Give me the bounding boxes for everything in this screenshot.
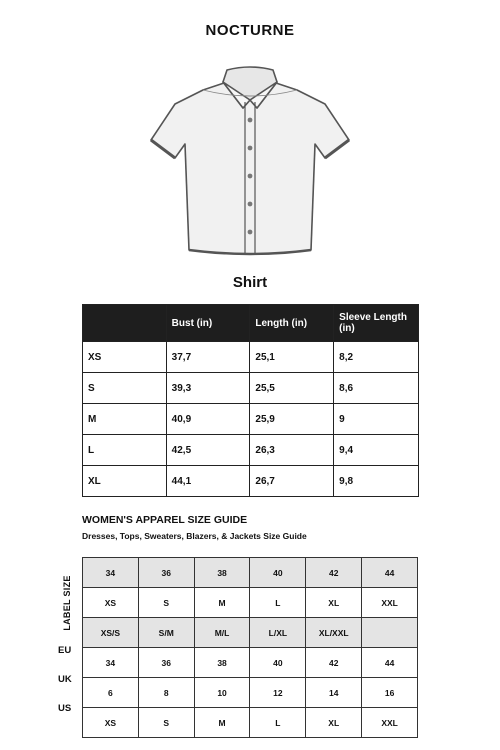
shirt-icon	[145, 60, 355, 260]
length-cell: 25,5	[250, 373, 334, 404]
size-cell: M	[83, 404, 167, 435]
label-size-caption	[60, 557, 74, 649]
product-title: Shirt	[232, 274, 268, 291]
size-cell: L	[83, 435, 167, 466]
table-row	[83, 404, 419, 435]
size-cell: XS	[83, 342, 167, 373]
length-cell: 25,9	[250, 404, 334, 435]
table-cell: 38	[194, 648, 250, 678]
table-row	[83, 435, 419, 466]
table-row	[83, 466, 419, 497]
table-cell: 44	[362, 558, 418, 588]
table-cell: L/XL	[250, 618, 306, 648]
table-cell: XS	[83, 708, 139, 738]
header-sleeve-length: Sleeve Length (in)	[334, 305, 419, 342]
measurement-table-header	[83, 305, 419, 342]
size-guide-title: WOMEN'S APPAREL SIZE GUIDE	[82, 514, 248, 526]
region-label-eu: EU	[58, 645, 72, 656]
table-cell: 12	[250, 678, 306, 708]
table-cell: XXL	[362, 708, 418, 738]
table-cell: 40	[250, 648, 306, 678]
table-cell: S	[138, 588, 194, 618]
size-guide-subtitle: Dresses, Tops, Sweaters, Blazers, & Jackets Size Guide	[82, 531, 307, 541]
sleeve-cell: 9,8	[334, 466, 419, 497]
table-cell: 16	[362, 678, 418, 708]
table-cell: 34	[83, 558, 139, 588]
region-row-uk	[83, 678, 418, 708]
table-cell: M	[194, 708, 250, 738]
bust-cell: 37,7	[166, 342, 250, 373]
table-row	[83, 373, 419, 404]
label-size-row-letter	[83, 588, 418, 618]
bust-cell: 40,9	[166, 404, 250, 435]
table-cell	[362, 618, 418, 648]
region-row-us	[83, 708, 418, 738]
region-label-us: US	[58, 703, 72, 714]
table-cell: S	[138, 708, 194, 738]
table-cell: XL	[306, 708, 362, 738]
size-cell: S	[83, 373, 167, 404]
sleeve-cell: 9	[334, 404, 419, 435]
length-cell: 25,1	[250, 342, 334, 373]
header-bust: Bust (in)	[166, 305, 250, 342]
table-cell: M/L	[194, 618, 250, 648]
table-cell: 34	[83, 648, 139, 678]
table-row	[83, 342, 419, 373]
sleeve-cell: 8,2	[334, 342, 419, 373]
size-cell: XL	[83, 466, 167, 497]
table-cell: 42	[306, 558, 362, 588]
table-cell: 10	[194, 678, 250, 708]
region-row-eu	[83, 648, 418, 678]
label-size-row-numeric	[83, 558, 418, 588]
table-cell: XS/S	[83, 618, 139, 648]
length-cell: 26,3	[250, 435, 334, 466]
header-length: Length (in)	[250, 305, 334, 342]
table-cell: L	[250, 708, 306, 738]
size-conversion-table	[82, 557, 418, 738]
bust-cell: 42,5	[166, 435, 250, 466]
table-cell: L	[250, 588, 306, 618]
table-cell: M	[194, 588, 250, 618]
header-size	[83, 305, 167, 342]
sleeve-cell: 9,4	[334, 435, 419, 466]
label-size-text: LABEL SIZE	[62, 575, 72, 631]
table-cell: S/M	[138, 618, 194, 648]
table-cell: 42	[306, 648, 362, 678]
table-cell: 6	[83, 678, 139, 708]
shirt-illustration	[145, 60, 355, 260]
bust-cell: 44,1	[166, 466, 250, 497]
table-cell: XS	[83, 588, 139, 618]
label-size-row-range	[83, 618, 418, 648]
table-cell: 38	[194, 558, 250, 588]
table-cell: 40	[250, 558, 306, 588]
table-cell: XXL	[362, 588, 418, 618]
sleeve-cell: 8,6	[334, 373, 419, 404]
region-label-uk: UK	[58, 674, 72, 685]
table-cell: 44	[362, 648, 418, 678]
table-cell: 36	[138, 648, 194, 678]
table-cell: XL	[306, 588, 362, 618]
table-cell: 14	[306, 678, 362, 708]
brand-logo-text: NOCTURNE	[205, 22, 295, 39]
table-cell: XL/XXL	[306, 618, 362, 648]
length-cell: 26,7	[250, 466, 334, 497]
table-cell: 36	[138, 558, 194, 588]
measurement-table	[82, 304, 419, 497]
table-cell: 8	[138, 678, 194, 708]
bust-cell: 39,3	[166, 373, 250, 404]
